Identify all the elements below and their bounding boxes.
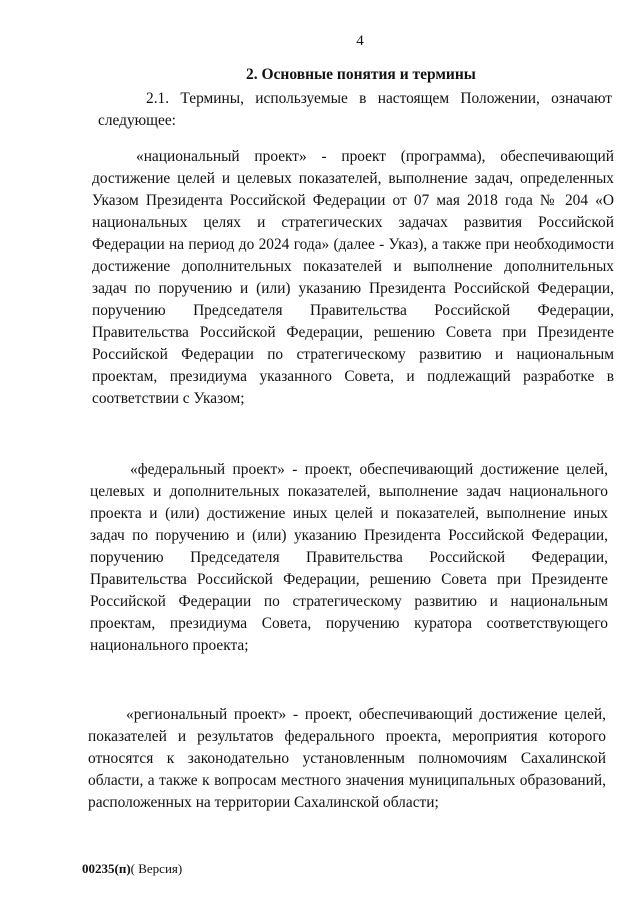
paragraph-federal-project: «федеральный проект» - проект, обеспечивающий достижение целей, целевых и дополнительных показателей, выполнение задач национального проекта и (или) достижение иных целей и показателей, выполнение иных задач по поручению и (или) указанию Президента Российской Федерации, поручению Председателя Правительства Российской Федерации, Правительства Российской Федерации, решению Совета при Президенте Российской Федерации по стратегическому развитию и национальным проектам, президиума Совета, поручению куратора соответствующего национального проекта;	[90, 461, 608, 654]
page-number: 4	[356, 33, 364, 49]
section-heading: 2. Основные понятия и термины	[246, 66, 476, 83]
paragraph-terms-intro: 2.1. Термины, используемые в настоящем Положении, означают следующее:	[98, 90, 612, 129]
paragraph-regional-project: «региональный проект» - проект, обеспечивающий достижение целей, показателей и результатов федерального проекта, мероприятия которого относятся к законодательно установленным полномочиям Сахалинской области, а также к вопросам местного значения муниципальных образований, расположенных на территории Сахалинской области;	[88, 706, 606, 811]
document-version: ( Версия)	[130, 861, 183, 876]
document-code: 00235(п)	[82, 861, 131, 876]
document-footer	[82, 861, 182, 877]
paragraph-national-project: «национальный проект» - проект (программа), обеспечивающий достижение целей и целевых показателей, выполнение задач, определенных Указом Президента Российской Федерации от 07 мая 2018 года № 204 «О национальных целях и стратегических задачах развития Российской Федерации на период до 2024 года» (далее - Указ), а также при необходимости достижение дополнительных показателей и выполнение дополнительных задач по поручению и (или) указанию Президента Российской Федерации, поручению Председателя Правительства Российской Федерации, Правительства Российской Федерации, решению Совета при Президенте Российской Федерации по стратегическому развитию и национальным проектам, президиума указанного Совета, и подлежащий разработке в соответствии с Указом;	[92, 148, 614, 407]
